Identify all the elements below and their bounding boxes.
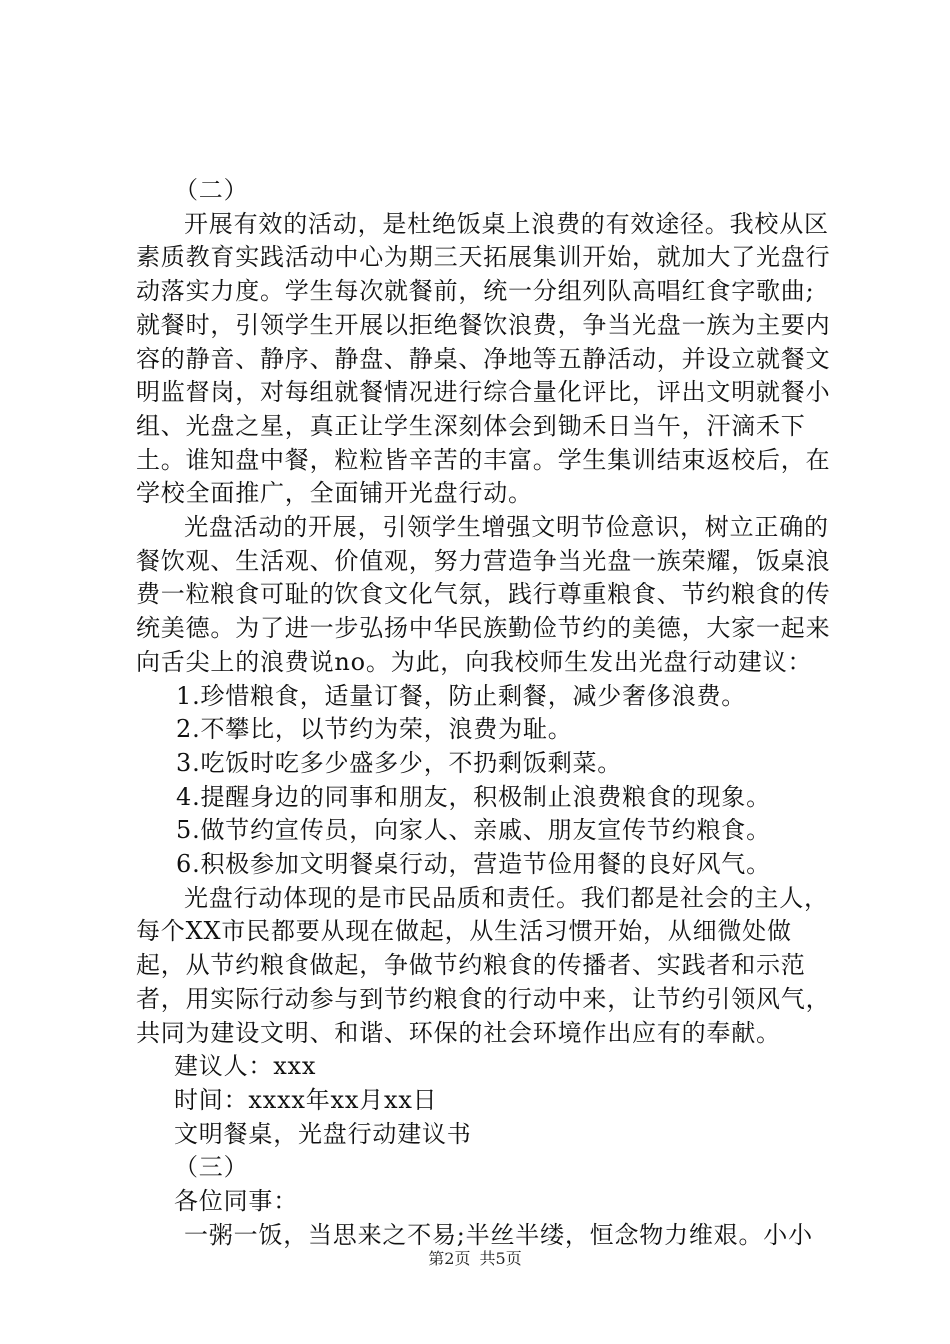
list-item: 2.不攀比，以节约为荣，浪费为耻。 <box>176 715 573 744</box>
list-item: 6.积极参加文明餐桌行动，营造节俭用餐的良好风气。 <box>176 850 771 879</box>
salutation: 各位同事： <box>174 1187 298 1216</box>
list-item: 5.做节约宣传员，向家人、亲戚、朋友宣传节约粮食。 <box>176 816 771 845</box>
document-body <box>136 174 836 1253</box>
page-footer <box>0 1246 950 1269</box>
paragraph-4: 一粥一饭，当思来之不易;半丝半缕，恒念物力维艰。小小 <box>184 1220 813 1249</box>
proposer-line: 建议人：xxx <box>174 1052 317 1081</box>
page-number: 第2页 <box>428 1249 471 1268</box>
section-heading-2: （二） <box>174 176 249 204</box>
section-heading-3: （三） <box>174 1153 249 1182</box>
page-total: 共5页 <box>479 1249 522 1268</box>
paragraph-3: 光盘行动体现的是市民品质和责任。我们都是社会的主人，每个XX市民都要从现在做起，从生活习惯开始，从细微处做起，从节约粮食做起，争做节约粮食的传播者、实践者和示范者，用实际行动参与到节约粮食的行动中来，让节约引领风气，共同为建设文明、和谐、环保的社会环境作出应有的奉献。 <box>136 883 831 1047</box>
document-title-line: 文明餐桌，光盘行动建议书 <box>174 1119 472 1148</box>
list-item: 3.吃饭时吃多少盛多少，不扔剩饭剩菜。 <box>176 748 623 777</box>
paragraph-1: 开展有效的活动，是杜绝饭桌上浪费的有效途径。我校从区素质教育实践活动中心为期三天拓展集训开始，就加大了光盘行动落实力度。学生每次就餐前，统一分组列队高唱红食字歌曲;就餐时，引领学生开展以拒绝餐饮浪费，争当光盘一族为主要内容的静音、静序、静盘、静桌、净地等五静活动，并设立就餐文明监督岗，对每组就餐情况进行综合量化评比，评出文明就餐小组、光盘之星，真正让学生深刻体会到锄禾日当午，汗滴禾下土。谁知盘中餐，粒粒皆辛苦的丰富。学生集训结束返校后，在学校全面推广，全面铺开光盘行动。 <box>136 209 831 508</box>
paragraph-2: 光盘活动的开展，引领学生增强文明节俭意识，树立正确的餐饮观、生活观、价值观，努力营造争当光盘一族荣耀，饭桌浪费一粒粮食可耻的饮食文化气氛，践行尊重粮食、节约粮食的传统美德。为了进一步弘扬中华民族勤俭节约的美德，大家一起来向舌尖上的浪费说no。为此，向我校师生发出光盘行动建议： <box>136 513 831 676</box>
date-line: 时间：xxxx年xx月xx日 <box>174 1085 438 1114</box>
list-item: 1.珍惜粮食，适量订餐，防止剩餐，减少奢侈浪费。 <box>176 681 747 710</box>
list-item: 4.提醒身边的同事和朋友，积极制止浪费粮食的现象。 <box>176 782 771 811</box>
